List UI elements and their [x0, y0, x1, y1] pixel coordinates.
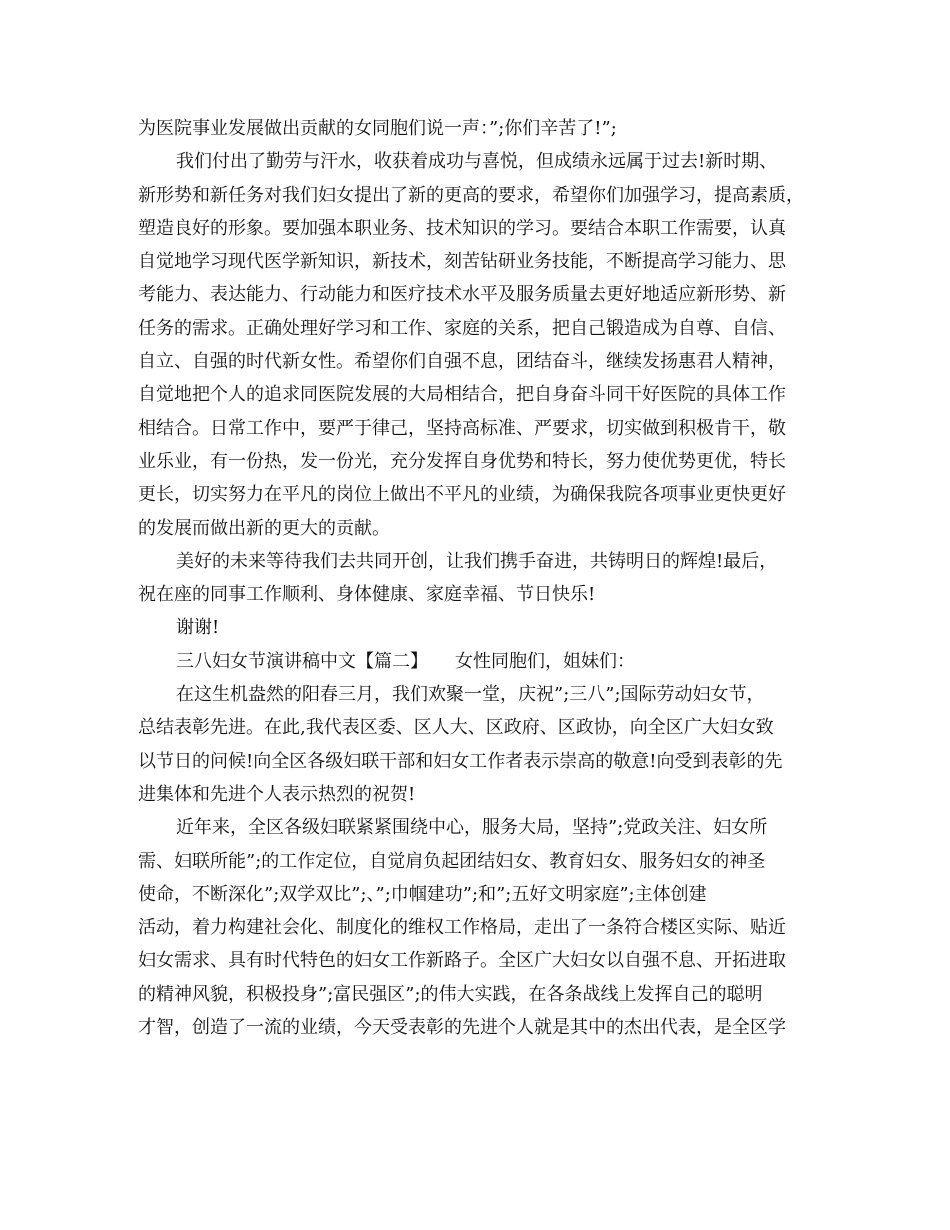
text-line: 总结表彰先进。在此,我代表区委、区人大、区政府、区政协，向全区广大妇女致: [138, 717, 774, 739]
text-line: 业乐业，有一份热，发一份光，充分发挥自身优势和特长，努力使优势更优，特长: [138, 450, 786, 472]
text-line: 谢谢!: [176, 617, 220, 639]
text-line: 相结合。日常工作中，要严于律己，坚持高标准、严要求，切实做到积极肯干，敬: [138, 417, 786, 439]
text-line: 考能力、表达能力、行动能力和医疗技术水平及服务质量去更好地适应新形势、新: [138, 284, 786, 306]
text-line: 妇女需求、具有时代特色的妇女工作新路子。全区广大妇女以自强不息、开拓进取: [138, 950, 786, 972]
text-line: 祝在座的同事工作顺利、身体健康、家庭幸福、节日快乐!: [138, 584, 596, 606]
text-line: 美好的未来等待我们去共同开创，让我们携手奋进，共铸明日的辉煌!最后，: [176, 550, 778, 572]
text-line: 在这生机盎然的阳春三月，我们欢聚一堂，庆祝”;三八”;国际劳动妇女节，: [176, 684, 765, 706]
text-line: 新形势和新任务对我们妇女提出了新的更高的要求，希望你们加强学习，提高素质，: [138, 184, 804, 206]
text-line: 自立、自强的时代新女性。希望你们自强不息，团结奋斗，继续发扬惠君人精神，: [138, 351, 786, 373]
text-line: 我们付出了勤劳与汗水，收获着成功与喜悦，但成绩永远属于过去!新时期、: [176, 151, 778, 173]
text-line: 的发展而做出新的更大的贡献。: [138, 517, 390, 539]
text-line: 更长，切实努力在平凡的岗位上做出不平凡的业绩，为确保我院各项事业更快更好: [138, 484, 786, 506]
text-line: 以节日的问候!向全区各级妇联干部和妇女工作者表示崇高的敬意!向受到表彰的先: [138, 750, 783, 772]
text-line: 塑造良好的形象。要加强本职业务、技术知识的学习。要结合本职工作需要，认真: [138, 217, 786, 239]
section-heading-line: 三八妇女节演讲稿中文【篇二】 女性同胞们，姐妹们：: [176, 650, 635, 672]
text-line: 活动，着力构建社会化、制度化的维权工作格局，走出了一条符合楼区实际、贴近: [138, 917, 786, 939]
document-body: [138, 112, 828, 1044]
text-line: 使命，不断深化”;双学双比”;、”;巾帼建功”;和”;五好文明家庭”;主体创建: [138, 883, 707, 905]
text-line: 近年来，全区各级妇联紧紧围绕中心，服务大局，坚持”;党政关注、妇女所: [176, 817, 768, 839]
text-line: 自觉地学习现代医学新知识，新技术，刻苦钻研业务技能，不断提高学习能力、思: [138, 251, 786, 273]
text-line: 才智，创造了一流的业绩，今天受表彰的先进个人就是其中的杰出代表，是全区学: [138, 1017, 786, 1039]
text-line: 自觉地把个人的追求同医院发展的大局相结合，把自身奋斗同干好医院的具体工作: [138, 384, 786, 406]
text-line: 为医院事业发展做出贡献的女同胞们说一声：”;你们辛苦了!”;: [138, 118, 617, 139]
text-line: 任务的需求。正确处理好学习和工作、家庭的关系，把自己锻造成为自尊、自信、: [138, 317, 786, 339]
text-line: 需、妇联所能”;的工作定位，自觉肩负起团结妇女、教育妇女、服务妇女的神圣: [138, 850, 766, 872]
text-line: 的精神风貌，积极投身”;富民强区”;的伟大实践，在各条战线上发挥自己的聪明: [138, 983, 763, 1005]
text-line: 进集体和先进个人表示热烈的祝贺!: [138, 783, 416, 805]
